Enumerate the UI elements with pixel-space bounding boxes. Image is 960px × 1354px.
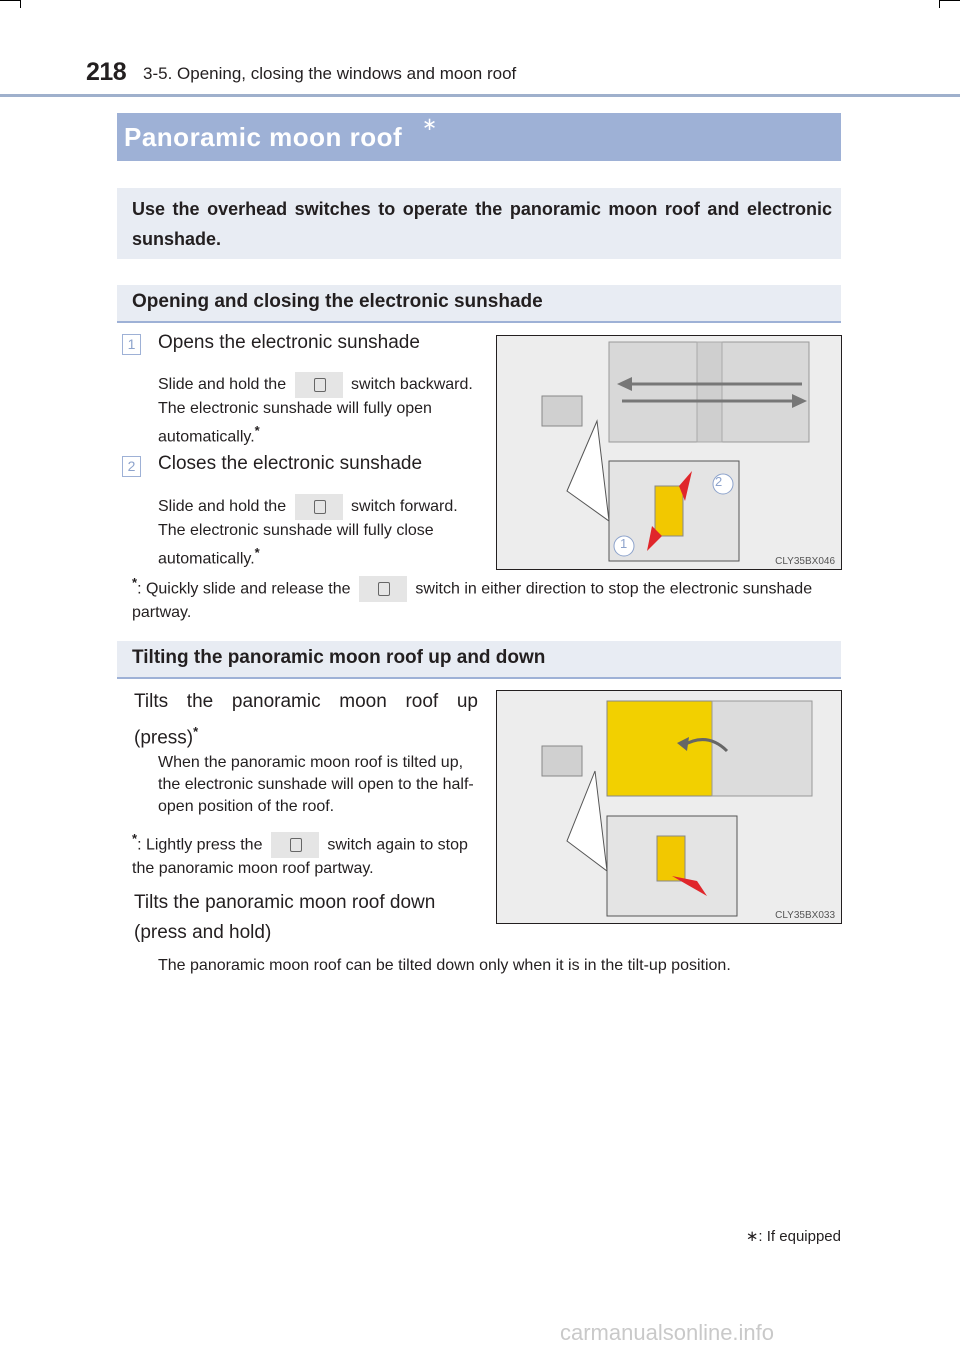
item-title-open: Opens the electronic sunshade [158,332,420,353]
crop-mark [0,0,20,1]
section-title: 3-5. Opening, closing the windows and moon roof [143,64,517,83]
intro-text: Use the overhead switches to operate the panoramic moon roof and electronic sunshade. [132,199,832,249]
sunshade-switch-icon [295,494,343,520]
item-desc-tilt-down: The panoramic moon roof can be tilted down only when it is in the tilt-up position. [158,957,731,974]
item-desc-close: Slide and hold the switch forward. The electronic sunshade will fully close automatically.* [158,494,478,570]
figure-code: CLY35BX046 [775,556,835,567]
section-heading-text: Opening and closing the electronic sunshade [132,291,543,312]
crop-mark [20,0,21,8]
sunshade-switch-icon [295,372,343,398]
page-title: Panoramic moon roof [124,122,403,152]
tilt-illustration [497,691,841,923]
crop-mark [939,0,940,8]
page-number: 218 [86,58,127,86]
figure-callout-2: 2 [715,474,723,489]
item-title-close: Closes the electronic sunshade [158,453,423,474]
note-stop-sunshade: *: Quickly slide and release the switch in either direction to stop the electronic sunshade partway. [132,575,813,622]
crop-mark [940,0,960,1]
note-stop-tilt: *: Lightly press the switch again to stop the panoramic moon roof partway. [132,831,468,878]
sunshade-figure [496,335,842,570]
item-title-tilt-down: Tilts the panoramic moon roof down (press and hold) [134,892,436,943]
step-badge-1: 1 [122,334,141,355]
header-divider [0,94,960,97]
sunshade-switch-icon [359,576,407,602]
item-desc-open: Slide and hold the switch backward. The electronic sunshade will fully open automatically.* [158,372,478,448]
footnote: ∗: If equipped [745,1228,841,1245]
step-badge-2: 2 [122,456,141,477]
tilt-figure [496,690,842,924]
section-heading-sunshade [117,285,841,323]
watermark: carmanualsonline.info [560,1320,775,1345]
title-asterisk: ∗ [422,114,438,134]
item-desc-tilt-up: When the panoramic moon roof is tilted up, the electronic sunshade will open to the half-open position of the roof. [158,754,474,815]
tilt-switch-icon [271,832,319,858]
item-title-tilt-up: Tilts the panoramic moon roof up (press)* [134,691,478,749]
section-heading-text: Tilting the panoramic moon roof up and down [132,647,546,668]
figure-code: CLY35BX033 [775,910,835,921]
figure-callout-1: 1 [620,536,628,551]
sunshade-illustration [497,336,841,569]
section-heading-tilt [117,641,841,679]
